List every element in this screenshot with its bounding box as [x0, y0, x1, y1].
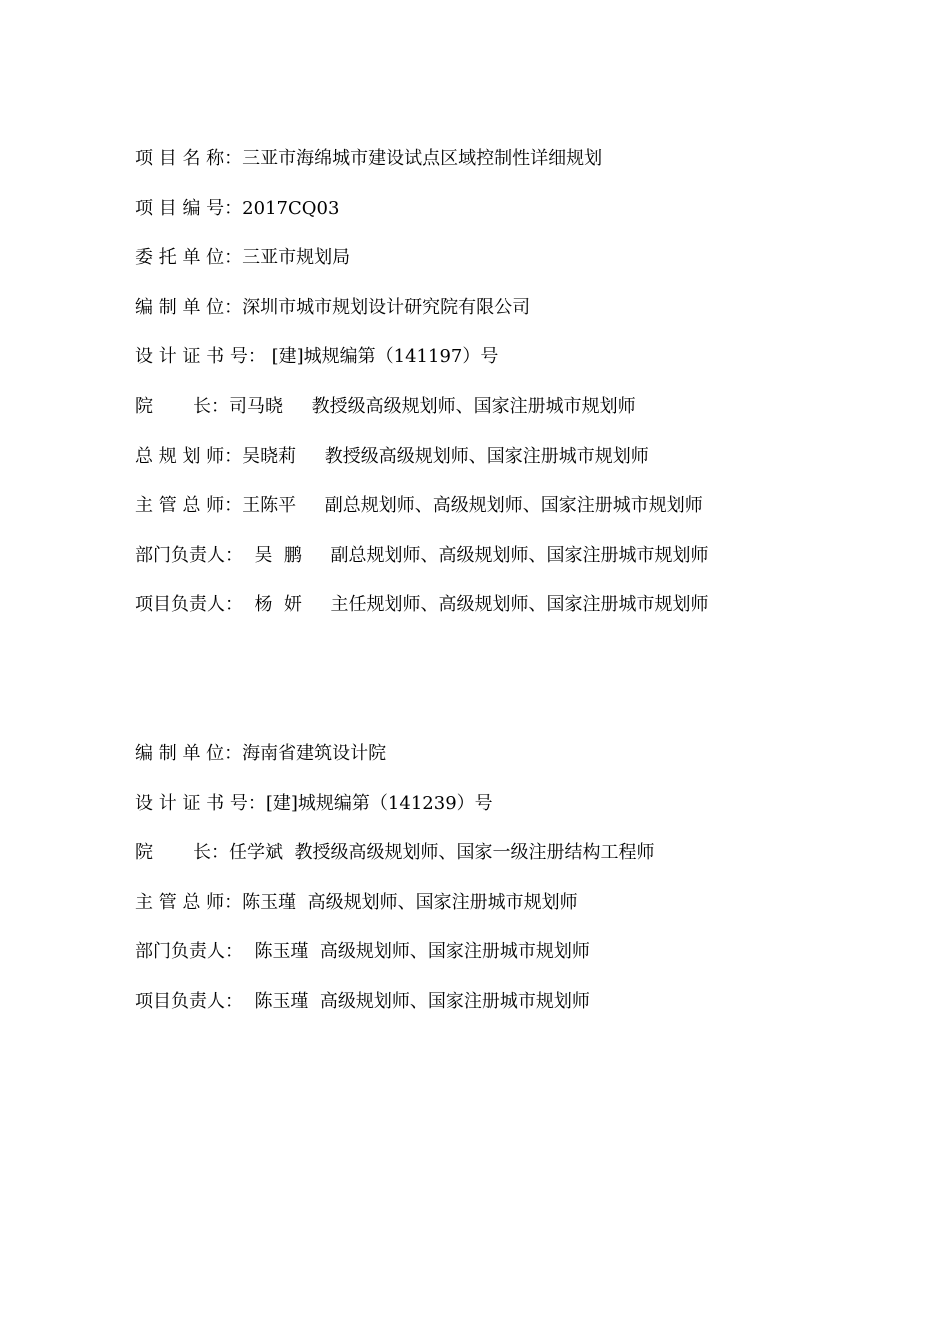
project-lead-line: 项目负责人： 杨 妍 主任规划师、高级规划师、国家注册城市规划师: [135, 594, 709, 616]
department-head-line: 部门负责人： 吴 鹏 副总规划师、高级规划师、国家注册城市规划师: [135, 544, 709, 566]
president-line: 院 长：司马晓 教授级高级规划师、国家注册城市规划师: [135, 395, 636, 417]
project-lead-line: 项目负责人： 陈玉瑾 高级规划师、国家注册城市规划师: [135, 990, 590, 1012]
partner-info-section: [135, 741, 655, 1039]
chief-planner-line: 总 规 划 师：吴晓莉 教授级高级规划师、国家注册城市规划师: [135, 445, 649, 467]
supervising-engineer-line: 主 管 总 师：王陈平 副总规划师、高级规划师、国家注册城市规划师: [135, 495, 703, 517]
project-name-line: 项 目 名 称：三亚市海绵城市建设试点区域控制性详细规划: [135, 148, 603, 169]
department-head-line: 部门负责人： 陈玉瑾 高级规划师、国家注册城市规划师: [135, 941, 590, 963]
client-line: 委 托 单 位：三亚市规划局: [135, 247, 351, 269]
project-number-line: 项 目 编 号：2017CQ03: [135, 197, 340, 219]
president-line: 院 长：任学斌 教授级高级规划师、国家一级注册结构工程师: [135, 842, 655, 864]
supervising-engineer-line: 主 管 总 师：陈玉瑾 高级规划师、国家注册城市规划师: [135, 891, 578, 913]
compiling-unit-line: 编 制 单 位：海南省建筑设计院: [135, 743, 387, 764]
certificate-line: 设 计 证 书 号： [建]城规编第（141197）号: [135, 346, 499, 368]
compiling-unit-line: 编 制 单 位：深圳市城市规划设计研究院有限公司: [135, 296, 531, 318]
certificate-line: 设 计 证 书 号：[建]城规编第（141239）号: [135, 792, 493, 814]
project-info-section: [135, 146, 709, 642]
